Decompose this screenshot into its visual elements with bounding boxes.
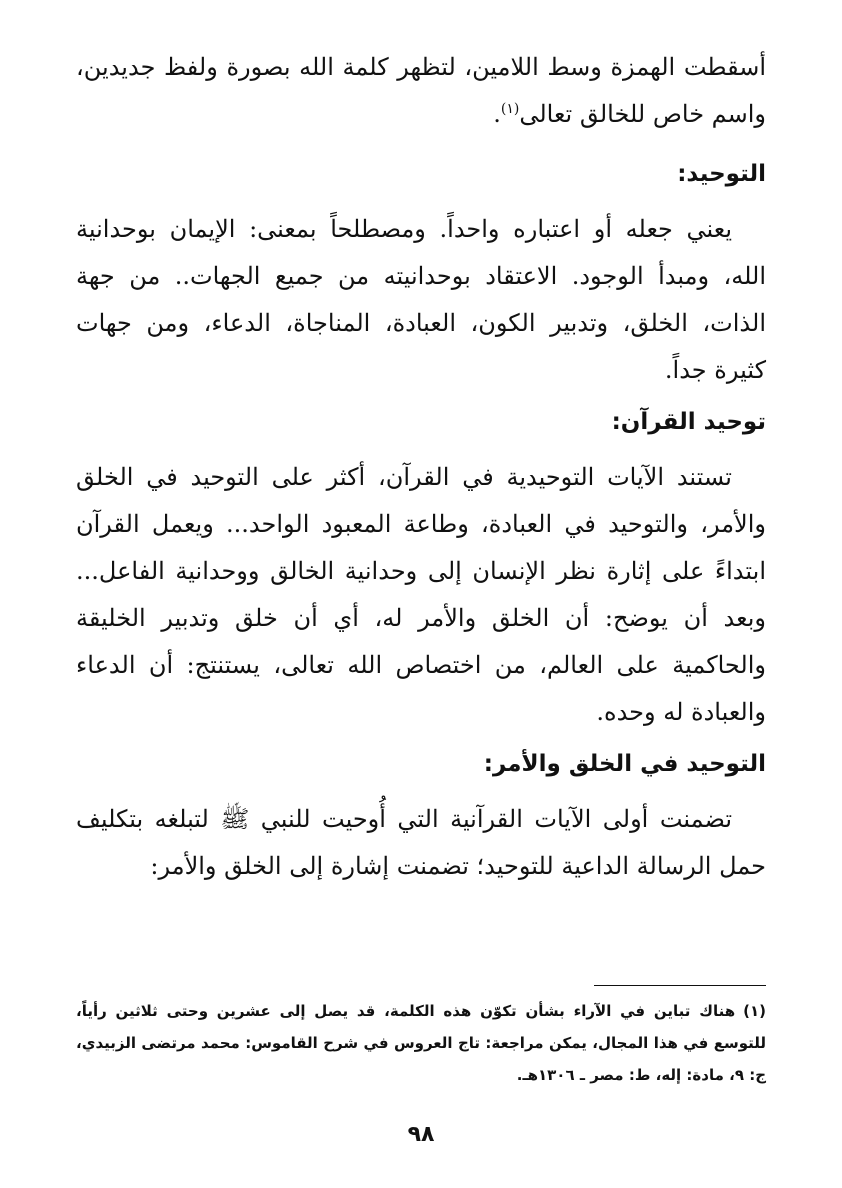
footnote-separator	[594, 985, 766, 986]
heading-creation-command: التوحيد في الخلق والأمر:	[483, 751, 766, 777]
paragraph-quran-tawhid: تستند الآيات التوحيدية في القرآن، أكثر على التوحيد في الخلق والأمر، والتوحيد في العبادة، وطاعة المعبود الواحد... ويعمل القرآن ابتداءً على إثارة نظر الإنسان إلى وحدانية الخالق ووحدانية الفاعل... وبعد أن يوضح: أن الخلق والأمر له، أي أن خلق وتدبير الخليقة والحاكمية على العالم، من اختصاص الله تعالى، يستنتج: أن الدعاء والعبادة له وحده.	[76, 463, 766, 726]
footnote	[76, 995, 766, 1091]
page-number: ٩٨	[407, 1122, 435, 1147]
footnote-text: هناك تباين في الآراء بشأن تكوّن هذه الكلمة، قد يصل إلى عشرين وحتى ثلاثين رأياً، للتوسع في هذا المجال، يمكن مراجعة: تاج العروس في شرح القاموس: محمد مرتضى الزبيدي، ج: ٩، مادة: إله، ط: مصر ـ ١٣٠٦هـ.	[76, 1002, 766, 1084]
footnote-reference[interactable]: (١)	[500, 101, 520, 117]
intro-end: .	[493, 100, 501, 128]
heading-quran-tawhid: توحيد القرآن:	[611, 409, 766, 435]
intro-paragraph	[76, 44, 766, 138]
intro-text: أسقطت الهمزة وسط اللامين، لتظهر كلمة الله بصورة ولفظ جديدين، واسم خاص للخالق تعالى	[76, 53, 766, 128]
main-text	[76, 44, 766, 890]
paragraph-tawhid: يعني جعله أو اعتباره واحداً. ومصطلحاً بمعنى: الإيمان بوحدانية الله، ومبدأ الوجود. الاعتقاد بوحدانيته من جميع الجهات.. من جهة الذات، الخلق، وتدبير الكون، العبادة، المناجاة، الدعاء، ومن جهات كثيرة جداً.	[76, 215, 766, 384]
heading-tawhid: التوحيد:	[677, 161, 766, 187]
footnote-number: (١)	[743, 1002, 766, 1020]
paragraph-creation-command: تضمنت أولى الآيات القرآنية التي أُوحيت للنبي ﷺ لتبلغه بتكليف حمل الرسالة الداعية للتوحيد؛ تضمنت إشارة إلى الخلق والأمر:	[76, 805, 766, 880]
